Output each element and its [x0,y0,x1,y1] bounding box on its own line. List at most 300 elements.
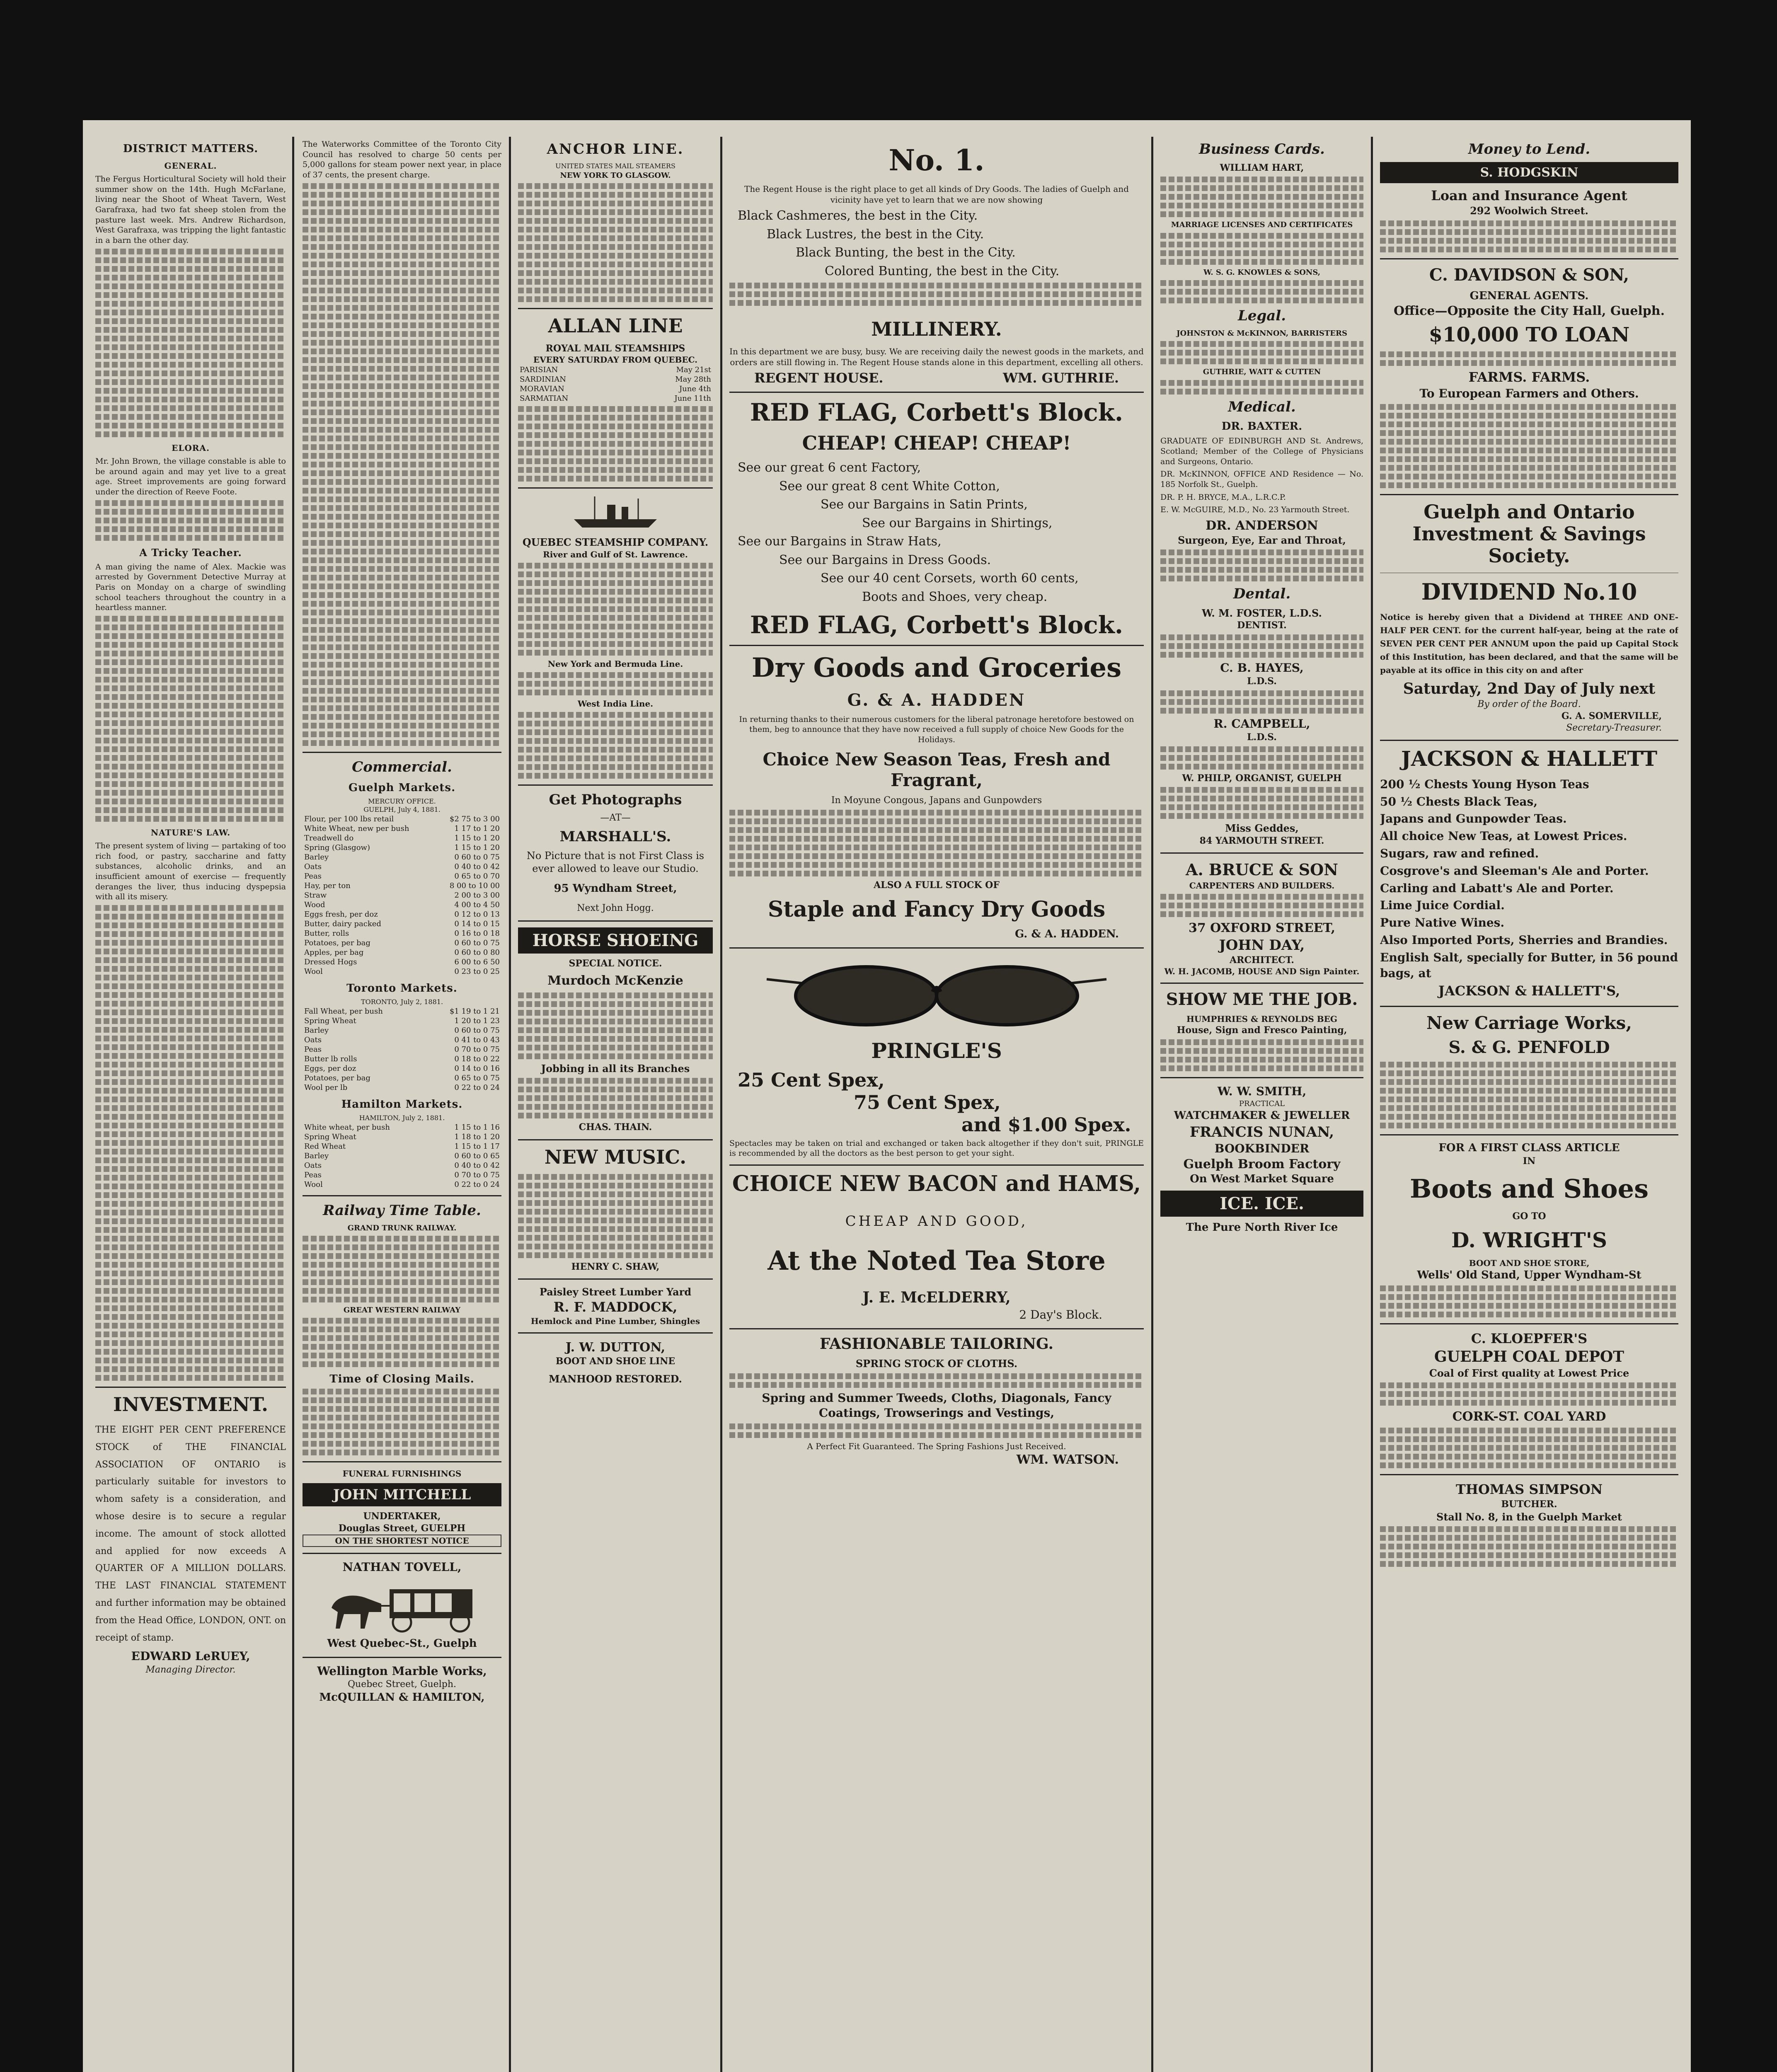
row-label: PARISIAN [520,366,558,375]
list-item: Lime Juice Cordial. [1380,898,1505,913]
table-row [303,881,501,891]
red-flag-title: RED FLAG, Corbett's Block. [750,398,1123,426]
simpson-name: THOMAS SIMPSON [1455,1481,1603,1498]
row-value: 1 15 to 1 16 [454,1123,500,1132]
horse-jobbing: Jobbing in all its Branches [541,1063,690,1075]
mitchell-notice: ON THE SHORTEST NOTICE [303,1535,501,1547]
list-item: See our great 6 cent Factory, [738,460,921,475]
photos-text: No Picture that is not First Class is ever allowed to leave our Studio. [526,850,705,875]
row-label: Wood [304,900,325,910]
row-value: May 21st [676,366,711,375]
table-row [303,852,501,862]
steamship-icon [570,494,661,532]
geddes-name: Miss Geddes, [1225,822,1299,835]
text-filler [95,249,286,437]
guthrie-watt: GUTHRIE, WATT & CUTTEN [1203,368,1321,377]
text-filler [729,1373,1144,1388]
ten-thousand-loan: $10,000 TO LOAN [1428,323,1630,347]
text-filler [1160,690,1363,714]
row-value: 1 15 to 1 17 [454,1142,500,1151]
text-filler [95,616,286,822]
tovell-address: West Quebec-St., Guelph [327,1637,477,1650]
spectacles-illustration [729,954,1144,1033]
first-class-article: FOR A FIRST CLASS ARTICLE [1438,1142,1620,1155]
row-label: Butter, dairy packed [304,920,381,929]
row-value: 0 60 to 0 75 [454,1026,500,1035]
by-order: By order of the Board. [1477,699,1581,709]
table-row [518,365,713,375]
mcguire-text: E. W. McGUIRE, M.D., No. 23 Yarmouth Street. [1160,505,1350,515]
photos-next: Next John Hogg. [577,903,654,914]
spex-75: 75 Cent Spex, [854,1091,1001,1113]
broom-factory: Guelph Broom Factory [1183,1157,1341,1172]
row-value: $1 19 to 1 21 [449,1007,500,1016]
row-label: Dressed Hogs [304,958,357,967]
heading-closing-mails: Time of Closing Mails. [329,1373,475,1386]
row-label: Fall Wheat, per bush [304,1007,383,1016]
row-label: SARMATIAN [520,394,569,403]
text-filler [518,183,713,302]
list-item: Sugars, raw and refined. [1380,846,1539,860]
row-label: Peas [304,1045,322,1054]
hodgskin-name: S. HODGSKIN [1380,162,1678,183]
row-value: 0 70 to 0 75 [454,1170,500,1179]
table-row [303,1170,501,1180]
investment-text: THE EIGHT PER CENT PREFERENCE STOCK of THE FINANCIAL ASSOCIATION OF ONTARIO is particularly suitable for investors to whom safety is a consideration, and whose desire is to secure a regular income. The amount of stock allotted and applied for now exceeds A QUARTER OF A MILLION DOLLARS. THE LAST FINANCIAL STATEMENT and further information may be obtained from the Head Office, LONDON, ONT. on receipt of stamp. [95,1425,286,1643]
wellington-marble: Wellington Marble Works, [317,1664,487,1678]
row-value: 0 41 to 0 43 [454,1035,500,1044]
row-label: Straw [304,891,327,900]
text-filler [1160,894,1363,917]
general-agents: GENERAL AGENTS. [1470,289,1589,302]
row-label: Oats [304,1161,322,1170]
row-value: 0 16 to 0 18 [454,929,500,938]
steamship-illustration [518,494,713,532]
text-filler [95,905,286,1381]
table-row [303,900,501,910]
row-label: Oats [304,1035,322,1044]
photos-name: MARSHALL'S. [559,828,671,845]
row-label: Spring (Glasgow) [304,843,370,852]
architect: ARCHITECT. [1230,954,1294,966]
investment-signer: EDWARD LeRUEY, [131,1649,250,1663]
table-row [303,1083,501,1092]
photos-address: 95 Wyndham Street, [554,882,677,895]
text-filler [1160,233,1363,265]
row-label: White wheat, per bush [304,1123,390,1132]
dividend-title: DIVIDEND No.10 [1421,578,1637,605]
text-filler [518,1174,713,1258]
bryce-text: DR. P. H. BRYCE, M.A., L.R.C.P. [1160,492,1286,502]
row-value: 0 60 to 0 75 [454,939,500,948]
philp-name: W. PHILP, ORGANIST, GUELPH [1182,772,1342,784]
list-item: English Salt, specially for Butter, in 56 pound bags, at [1380,950,1678,980]
list-item: Also Imported Ports, Sherries and Brandies. [1380,933,1668,947]
foster-name: W. M. FOSTER, L.D.S. [1202,607,1322,620]
table-row [303,843,501,852]
row-value: 1 15 to 1 20 [454,843,500,852]
investment-signer-title: Managing Director. [145,1664,236,1675]
row-label: Potatoes, per bag [304,1073,370,1082]
table-row [303,938,501,948]
nature-text: The present system of living — partaking of too rich food, or pastry, saccharine and fatty substances, alcoholic drinks, and an insufficient amount of exercise — frequently deranges the liver, thus inducing dyspepsia with all its misery. [95,841,286,902]
maddock-name: R. F. MADDOCK, [553,1299,678,1315]
table-row [303,1045,501,1054]
row-label: Spring Wheat [304,1016,356,1025]
allan-line-sub: ROYAL MAIL STEAMSHIPS [545,343,685,354]
john-day-name: JOHN DAY, [1219,937,1305,954]
hayes-name: C. B. HAYES, [1220,661,1304,675]
regent-house: REGENT HOUSE. [754,370,884,386]
dry-goods-title: Dry Goods and Groceries [751,652,1122,684]
table-row [303,1035,501,1045]
somerville-name: G. A. SOMERVILLE, [1561,711,1662,722]
column-rule [720,137,722,2072]
row-value: 0 60 to 0 65 [454,1151,500,1160]
row-value: 0 14 to 0 16 [454,1064,500,1073]
guelph-market-table [303,814,501,976]
watson-name: WM. WATSON. [1016,1452,1119,1467]
table-row [303,1142,501,1151]
row-label: Potatoes, per bag [304,939,370,948]
table-row [303,871,501,881]
row-value: 0 65 to 0 70 [454,872,500,881]
horse-name: Murdoch McKenzie [547,973,683,988]
row-label: Wool per lb [304,1083,348,1092]
text-filler [1160,634,1363,658]
row-value: 8 00 to 10 00 [449,881,500,891]
bruce-sub: CARPENTERS AND BUILDERS. [1189,880,1335,891]
ice-title: ICE. ICE. [1160,1191,1363,1217]
quebec-ss-sub: River and Gulf of St. Lawrence. [543,549,688,559]
boot-store: BOOT AND SHOE STORE, [1469,1258,1590,1268]
list-item: Black Cashmeres, the best in the City. [738,208,978,223]
anchor-line-sub: UNITED STATES MAIL STEAMERS [555,162,675,170]
list-item: 200 ½ Chests Young Hyson Teas [1380,777,1589,791]
woolwich-address: 292 Woolwich Street. [1470,205,1588,217]
row-value: 1 18 to 1 20 [454,1132,500,1141]
list-item: See our Bargains in Satin Prints, [821,497,1028,512]
business-cards-title: Business Cards. [1199,141,1325,157]
table-row [303,1016,501,1026]
bacon-title: CHOICE NEW BACON and HAMS, [732,1171,1141,1197]
nunan-name: FRANCIS NUNAN, [1189,1123,1334,1140]
photos-title: Get Photographs [549,791,682,808]
table-row [303,1180,501,1189]
table-row [303,919,501,929]
table-row [303,929,501,938]
teas-sub: In Moyune Congous, Japans and Gunpowders [831,795,1042,806]
smith-role: PRACTICAL [1239,1099,1285,1109]
hearse-icon [319,1579,485,1633]
newspaper-page [83,120,1691,2072]
mitchell-role: UNDERTAKER, [363,1511,441,1522]
horse-shoeing-title: HORSE SHOEING [518,927,713,954]
list-item: See our 40 cent Corsets, worth 60 cents, [821,571,1079,586]
table-row [303,891,501,900]
anderson-name: DR. ANDERSON [1206,518,1318,533]
wells-stand: Wells' Old Stand, Upper Wyndham-St [1417,1269,1641,1282]
european-farmers: To European Farmers and Others. [1419,386,1639,400]
mcquillan-name: McQUILLAN & HAMILTON, [319,1691,485,1704]
hadden-sign: G. & A. HADDEN. [1015,928,1119,941]
allan-ships-table [518,365,713,403]
list-item: See our Bargains in Dress Goods. [779,552,991,567]
toronto-date: TORONTO, July 2, 1881. [361,998,443,1006]
davidson-name: C. DAVIDSON & SON, [1429,265,1629,285]
row-label: Apples, per bag [304,948,364,957]
row-label: Wool [304,1180,323,1189]
foster-role: DENTIST. [1237,620,1287,631]
table-row [303,1073,501,1083]
hearse-illustration [303,1579,501,1633]
row-label: Peas [304,872,322,881]
tweeds-line: Spring and Summer Tweeds, Cloths, Diagonals, Fancy Coatings, Trowserings and Vestings, [762,1391,1111,1420]
mitchell-address: Douglas Street, GUELPH [338,1523,466,1534]
anderson-sub: Surgeon, Eye, Ear and Throat, [1178,534,1346,547]
text-filler [1160,746,1363,770]
fit-guaranteed: A Perfect Fit Guaranteed. The Spring Fashions Just Received. [807,1441,1066,1452]
regent-signoff [729,370,1144,386]
table-row [303,824,501,833]
hadden-name: G. & A. HADDEN [847,690,1026,710]
choice-teas: Choice New Season Teas, Fresh and Fragrant, [763,749,1111,790]
no1-list [729,208,1144,280]
table-row [518,384,713,394]
heading-general: GENERAL. [164,161,217,171]
row-label: Wool [304,967,323,976]
show-job-title: SHOW ME THE JOB. [1166,990,1358,1009]
column-rule [509,137,511,2072]
list-item: See our Bargains in Straw Hats, [738,534,942,549]
row-label: Oats [304,862,322,871]
jackson-hallett-title: JACKSON & HALLETT [1401,746,1658,771]
allan-line-sail: EVERY SATURDAY FROM QUEBEC. [533,355,698,365]
text-filler [95,500,286,541]
text-filler [1160,787,1363,819]
text-filler [303,1389,501,1455]
music-shaw: HENRY C. SHAW, [571,1261,660,1272]
smith-name: W. W. SMITH, [1217,1084,1307,1099]
jackson-hallett-at: JACKSON & HALLETT'S, [1438,983,1620,999]
legal-title: Legal. [1237,307,1286,324]
heading-railway: Railway Time Table. [323,1202,481,1219]
watchmaker: WATCHMAKER & JEWELLER [1174,1109,1350,1122]
table-row [518,375,713,384]
heading-toronto-markets: Toronto Markets. [346,982,458,995]
heading-natures-law: NATURE'S LAW. [150,828,231,838]
jacomb-name: W. H. JACOMB, HOUSE AND Sign Painter. [1164,966,1360,977]
table-row [303,1161,501,1170]
column-district-matters [95,137,286,2072]
dental-title: Dental. [1233,586,1291,603]
table-row [303,833,501,843]
house-sign: House, Sign and Fresco Painting, [1177,1025,1347,1036]
paisley-title: Paisley Street Lumber Yard [539,1286,692,1298]
row-label: Butter lb rolls [304,1054,357,1063]
baxter-name: DR. BAXTER. [1221,420,1302,433]
coal-price: Coal of First quality at Lowest Price [1429,1367,1629,1380]
table-row [303,1026,501,1035]
heading-guelph-markets: Guelph Markets. [348,781,456,794]
list-item: Carling and Labatt's Ale and Porter. [1380,881,1614,895]
tea-store-title: At the Noted Tea Store [767,1245,1106,1276]
row-value: 0 22 to 0 24 [454,1180,500,1189]
row-value: 1 15 to 1 20 [454,834,500,843]
list-item: All choice New Teas, at Lowest Prices. [1380,829,1627,843]
table-row [303,967,501,976]
general-text: The Fergus Horticultural Society will hold their summer show on the 14th. Hugh McFarlane, living near the Shoot of Wheat Tavern, West Garafraxa, had two fat sheep stolen from the pasture last week. Mrs. Andrew Richardson, West Garafraxa, was tripping the light fantastic in a barn the other day. [95,174,286,245]
hart-name: WILLIAM HART, [1220,162,1304,173]
column-rule [292,137,294,2072]
butcher: BUTCHER. [1501,1498,1557,1510]
humphries-name: HUMPHRIES & REYNOLDS BEG [1186,1014,1337,1024]
railway-gtr: GRAND TRUNK RAILWAY. [347,1223,457,1232]
column-money-loans [1380,137,1678,2072]
jackson-hallett-list [1380,777,1678,981]
row-value: 0 70 to 0 75 [454,1045,500,1054]
opposite-hall: Office—Opposite the City Hall, Guelph. [1393,304,1665,319]
text-filler [1160,280,1363,303]
hamilton-date: HAMILTON, July 2, 1881. [359,1113,445,1122]
text-filler [1160,177,1363,217]
list-item: Colored Bunting, the best in the City. [825,264,1060,278]
text-filler [303,183,501,746]
row-label: Peas [304,1170,322,1179]
go-to: GO TO [1512,1210,1546,1222]
row-label: SARDINIAN [520,375,567,384]
campbell-name: R. CAMPBELL, [1213,716,1310,731]
cheap-list [729,460,1144,605]
row-label: Hay, per ton [304,881,351,891]
text-filler [1380,1285,1678,1317]
guthrie-name: WM. GUTHRIE. [1002,370,1119,386]
text-filler [518,406,713,482]
tailoring-title: FASHIONABLE TAILORING. [819,1335,1054,1353]
text-filler [729,283,1144,306]
dividend-text: Notice is hereby given that a Dividend at THREE AND ONE-HALF PER CENT. for the current half-year, being at the rate of SEVEN PER CENT PER ANNUM upon the paid up Capital Stock of this Institution, has been declared, and that the same will be payable at its office in this city on and after [1380,612,1678,675]
text-filler [1380,1062,1678,1128]
spectacles-icon [758,954,1115,1033]
guelph-date: GUELPH, July 4, 1881. [363,806,441,814]
table-row [303,1054,501,1064]
list-item: Black Bunting, the best in the City. [796,245,1016,260]
row-value: 1 17 to 1 20 [454,824,500,833]
sec-treas: Secretary-Treasurer. [1566,722,1662,733]
dividend-date: Saturday, 2nd Day of July next [1403,680,1656,697]
quebec-ss-title: QUEBEC STEAMSHIP COMPANY. [522,536,709,549]
no1-intro: The Regent House is the right place to get all kinds of Dry Goods. The ladies of Guelph and vicinity have yet to learn that we are now showing [744,184,1129,205]
mitchell-name: JOHN MITCHELL [303,1483,501,1506]
knowles-name: W. S. G. KNOWLES & SONS, [1203,268,1320,277]
text-filler [1380,1382,1678,1406]
table-row [518,394,713,403]
boots-shoes-title: Boots and Shoes [1410,1173,1649,1204]
dutton-name: J. W. DUTTON, [565,1340,666,1355]
row-value: 0 60 to 0 75 [454,853,500,862]
campbell-lds: L.D.S. [1247,732,1277,743]
teacher-text: A man giving the name of Alex. Mackie was arrested by Government Detective Murray at Paris on Monday on a charge of swindling school teachers throughout the country in a heartless manner. [95,562,286,612]
wellington-address: Quebec Street, Guelph. [348,1679,456,1690]
row-value: 0 22 to 0 24 [454,1083,500,1092]
column-rule [1151,137,1153,2072]
text-filler [518,672,713,695]
guelph-ontario-society: Guelph and Ontario Investment & Savings Society. [1412,500,1646,567]
days-block: 2 Day's Block. [1019,1307,1102,1322]
text-filler [1380,1428,1678,1468]
no1-title: No. 1. [888,143,985,177]
allan-line-title: ALLAN LINE [548,314,683,337]
text-filler [1160,549,1363,581]
carriage-works: New Carriage Works, [1426,1012,1632,1033]
text-filler [518,992,713,1059]
text-filler [1160,341,1363,364]
table-row [303,957,501,967]
hayes-lds: L.D.S. [1247,676,1277,687]
row-label: Barley [304,1026,329,1035]
table-row [303,814,501,824]
guelph-office: MERCURY OFFICE. [368,797,436,805]
text-filler [303,1318,501,1367]
row-label: Red Wheat [304,1142,346,1151]
text-filler [1380,351,1678,366]
west-india: West India Line. [577,698,654,709]
list-item: See our Bargains in Shirtings, [862,516,1053,530]
table-row [303,1132,501,1142]
farms-title: FARMS. FARMS. [1468,369,1590,385]
row-label: Flour, per 100 lbs retail [304,815,394,824]
anchor-line-route: NEW YORK TO GLASGOW. [560,171,671,180]
geddes-address: 84 YARMOUTH STREET. [1199,835,1324,846]
heading-commercial: Commercial. [352,758,452,775]
elora-text: Mr. John Brown, the village constable is able to be around again and may yet live to a great age. Street improvements are going forward under the direction of Reeve Foote. [95,456,286,496]
row-value: June 11th [674,394,711,403]
list-item: Pure Native Wines. [1380,916,1505,930]
horse-special: SPECIAL NOTICE. [569,958,662,969]
table-row [303,1064,501,1073]
spring-cloths: SPRING STOCK OF CLOTHS. [855,1358,1018,1370]
waterworks-text: The Waterworks Committee of the Toronto City Council has resolved to charge 50 cents per 5,000 gallons for steam power next year, in place of 37 cents, the present charge. [303,140,501,180]
baxter-text: GRADUATE OF EDINBURGH AND St. Andrews, Scotland; Member of the College of Physicians and Surgeons, Ontario. [1160,436,1363,466]
johnston-name: JOHNSTON & McKINNON, BARRISTERS [1177,329,1347,338]
row-label: Barley [304,853,329,862]
row-value: 0 14 to 0 15 [454,920,500,929]
column-rule [1371,137,1373,2072]
new-music-title: NEW MUSIC. [544,1145,687,1168]
heading-elora: ELORA. [172,443,210,453]
tovell-name: NATHAN TOVELL, [342,1560,462,1574]
staple-title: Staple and Fancy Dry Goods [767,896,1106,922]
broom-market: On West Market Square [1190,1173,1334,1186]
row-value: 0 40 to 0 42 [454,862,500,871]
hadden-intro: In returning thanks to their numerous customers for the liberal patronage heretofore bestowed on them, beg to announce that they have now received a full supply of choice New Goods for the Holidays. [739,714,1134,744]
ny-bermuda: New York and Bermuda Line. [547,658,683,669]
penfold-name: S. & G. PENFOLD [1448,1038,1610,1058]
red-flag-title-2: RED FLAG, Corbett's Block. [750,611,1123,639]
heading-tricky-teacher: A Tricky Teacher. [139,546,242,559]
pringle-title: PRINGLE'S [871,1038,1002,1063]
spex-100: and $1.00 Spex. [961,1113,1131,1136]
row-value: 2 00 to 3 00 [454,891,500,900]
text-filler [1380,404,1678,488]
mckinnon-text: DR. McKINNON, OFFICE AND Residence — No. 185 Norfolk St., Guelph. [1160,470,1363,489]
column-dry-goods [729,137,1144,2072]
spex-text: Spectacles may be taken on trial and exchanged or taken back altogether if they don't suit, PRINGLE is recommended by all the doctors as the best person to get your sight. [729,1138,1144,1158]
north-river-ice: The Pure North River Ice [1186,1221,1338,1234]
coal-depot: GUELPH COAL DEPOT [1434,1348,1624,1366]
text-filler [729,1423,1144,1438]
medical-title: Medical. [1228,398,1296,415]
